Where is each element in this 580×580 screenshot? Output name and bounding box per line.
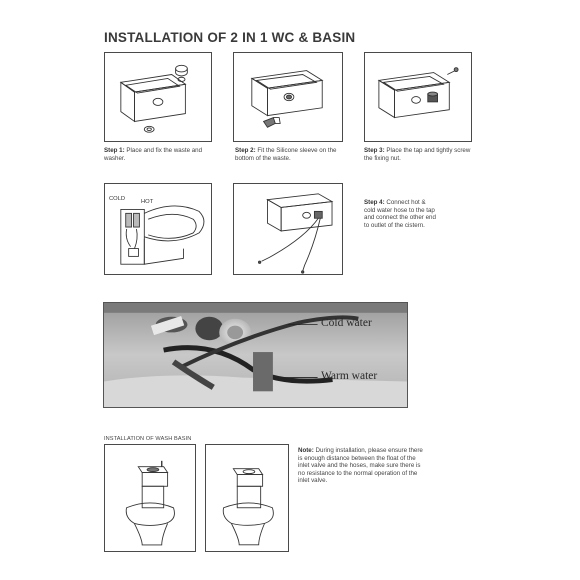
step-4-label: Step 4: [364,199,385,206]
page-title: INSTALLATION OF 2 IN 1 WC & BASIN [104,30,356,45]
note-label: Note: [298,447,314,454]
step-2-caption [235,147,347,162]
step-3-caption [364,147,476,162]
step-1-text: Place and fix the waste and washer. [104,147,203,162]
step-4-caption [364,199,436,229]
basin-toilet-diagram-1 [104,444,196,552]
wash-basin-section-title: INSTALLATION OF WASH BASIN [104,436,192,442]
step-1-caption [104,147,216,162]
step-4-diagram [233,183,343,275]
warm-water-label: Warm water [321,370,378,382]
hot-label: HOT [141,199,154,205]
step-3-label: Step 3: [364,147,385,154]
step-1-label: Step 1: [104,147,125,154]
cold-label: COLD [109,196,126,202]
step-1-diagram [104,52,212,142]
step-2-label: Step 2: [235,147,256,154]
cold-water-label: Cold water [321,317,372,329]
step-3-diagram [364,52,472,142]
installation-note [298,447,426,485]
note-text: During installation, please ensure there is enough distance between the float of the inlet valve and the hoses, make sure there is no resistance to the normal operation of the inlet valve. [298,447,423,485]
basin-toilet-diagram-2 [205,444,289,552]
step-2-diagram [233,52,343,142]
step-2-text: Fit the Silicone sleeve on the bottom of the waste. [235,147,337,162]
step-4-text: Connect hot & cold water hose to the tap and connect the other end to outlet of the cistern. [364,199,436,229]
step-3-text: Place the tap and tightly screw the fixing nut. [364,147,471,162]
